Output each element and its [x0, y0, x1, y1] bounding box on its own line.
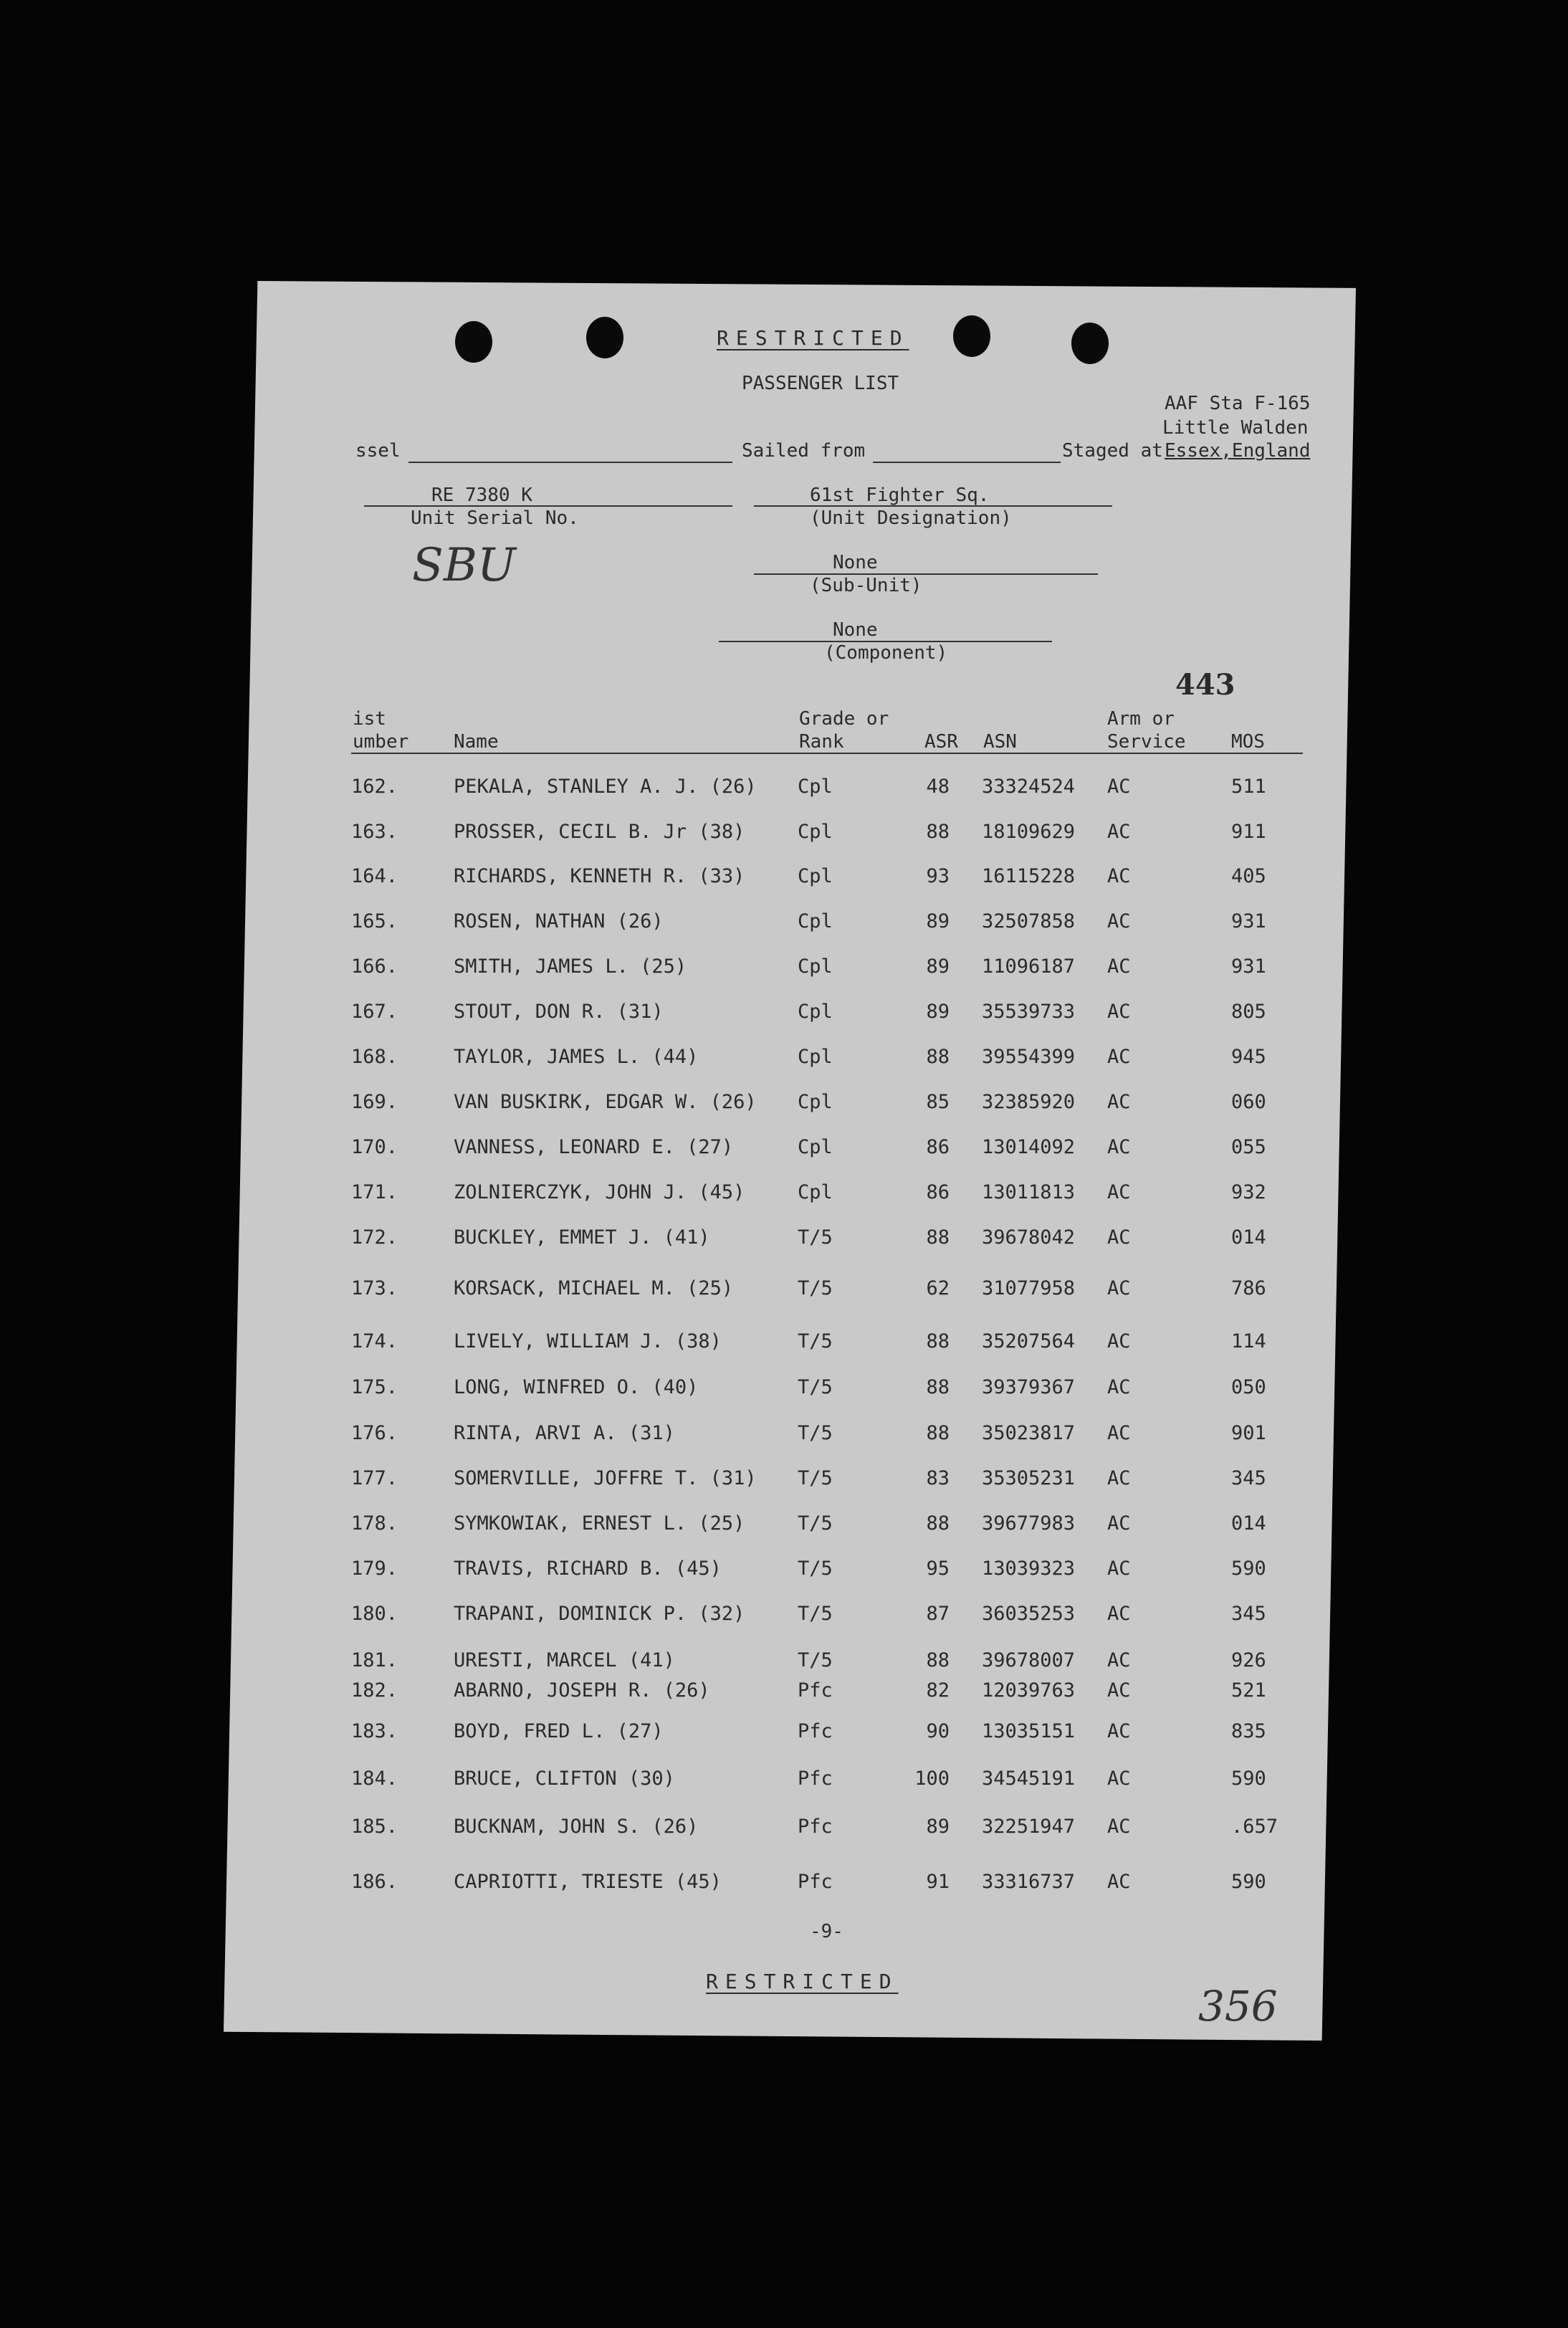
cell-grade: T/5	[798, 1422, 833, 1444]
table-row	[0, 1136, 1568, 1165]
cell-arm: AC	[1107, 1136, 1131, 1158]
table-row	[0, 1376, 1568, 1405]
cell-asr: 85	[926, 1091, 950, 1113]
col-arm-l2: Service	[1107, 731, 1186, 753]
cell-mos: 511	[1231, 776, 1266, 798]
cell-mos: 114	[1231, 1330, 1266, 1353]
cell-arm: AC	[1107, 1603, 1131, 1625]
table-row	[0, 1226, 1568, 1255]
cell-asr: 89	[926, 910, 950, 932]
cell-mos: 405	[1231, 865, 1266, 887]
cell-name: SOMERVILLE, JOFFRE T. (31)	[454, 1467, 757, 1489]
cell-num: 169.	[351, 1091, 398, 1113]
cell-asr: 89	[926, 1001, 950, 1023]
cell-asn: 35305231	[982, 1467, 1076, 1489]
cell-asr: 91	[926, 1871, 950, 1893]
cell-arm: AC	[1107, 1512, 1131, 1535]
cell-mos: 931	[1231, 955, 1266, 978]
table-row	[0, 1871, 1568, 1899]
cell-asn: 39379367	[982, 1376, 1076, 1398]
table-row	[0, 910, 1568, 939]
cell-mos: 835	[1231, 1720, 1266, 1742]
cell-asn: 34545191	[982, 1768, 1076, 1790]
cell-num: 166.	[351, 955, 398, 978]
component-label: (Component)	[824, 642, 948, 664]
cell-mos: 945	[1231, 1046, 1266, 1068]
handwritten-code: SBU	[412, 539, 516, 592]
cell-mos: 345	[1231, 1603, 1266, 1625]
cell-asr: 83	[926, 1467, 950, 1489]
unit-designation-value: 61st Fighter Sq.	[810, 485, 990, 506]
cell-mos: 901	[1231, 1422, 1266, 1444]
handwritten-folio: 356	[1198, 1982, 1278, 2031]
cell-asn: 16115228	[982, 865, 1076, 887]
col-name: Name	[454, 731, 499, 753]
table-row	[0, 1330, 1568, 1359]
cell-num: 168.	[351, 1046, 398, 1068]
table-row	[0, 776, 1568, 804]
cell-num: 172.	[351, 1226, 398, 1249]
cell-name: RICHARDS, KENNETH R. (33)	[454, 865, 745, 887]
cell-asn: 39678007	[982, 1649, 1076, 1671]
cell-grade: Pfc	[798, 1768, 833, 1790]
cell-num: 180.	[351, 1603, 398, 1625]
cell-asn: 39554399	[982, 1046, 1076, 1068]
cell-arm: AC	[1107, 1277, 1131, 1299]
cell-arm: AC	[1107, 1046, 1131, 1068]
cell-asr: 48	[926, 776, 950, 798]
cell-grade: Cpl	[798, 910, 833, 932]
cell-asr: 86	[926, 1181, 950, 1203]
cell-mos: .657	[1231, 1816, 1278, 1838]
cell-name: BUCKNAM, JOHN S. (26)	[454, 1816, 699, 1838]
cell-mos: 521	[1231, 1679, 1266, 1702]
cell-mos: 345	[1231, 1467, 1266, 1489]
cell-mos: 786	[1231, 1277, 1266, 1299]
vessel-label: ssel	[355, 440, 401, 462]
cell-num: 165.	[351, 910, 398, 932]
cell-asr: 88	[926, 1330, 950, 1353]
cell-arm: AC	[1107, 1330, 1131, 1353]
cell-name: LONG, WINFRED O. (40)	[454, 1376, 699, 1398]
table-row	[0, 1091, 1568, 1120]
cell-grade: Cpl	[798, 1046, 833, 1068]
cell-name: SYMKOWIAK, ERNEST L. (25)	[454, 1512, 745, 1535]
table-row	[0, 1467, 1568, 1496]
cell-num: 164.	[351, 865, 398, 887]
cell-grade: T/5	[798, 1649, 833, 1671]
cell-name: PEKALA, STANLEY A. J. (26)	[454, 776, 757, 798]
cell-num: 162.	[351, 776, 398, 798]
col-list-number-l2: umber	[353, 731, 409, 753]
cell-mos: 055	[1231, 1136, 1266, 1158]
table-row	[0, 1277, 1568, 1306]
cell-name: PROSSER, CECIL B. Jr (38)	[454, 821, 745, 843]
cell-asn: 33316737	[982, 1871, 1076, 1893]
cell-name: BOYD, FRED L. (27)	[454, 1720, 664, 1742]
box-number: 443	[1175, 668, 1235, 702]
cell-asr: 88	[926, 1512, 950, 1535]
cell-mos: 931	[1231, 910, 1266, 932]
cell-mos: 014	[1231, 1512, 1266, 1535]
cell-asn: 11096187	[982, 955, 1076, 978]
cell-grade: Cpl	[798, 865, 833, 887]
cell-grade: T/5	[798, 1330, 833, 1353]
cell-name: URESTI, MARCEL (41)	[454, 1649, 675, 1671]
cell-asr: 88	[926, 1649, 950, 1671]
cell-mos: 014	[1231, 1226, 1266, 1249]
cell-arm: AC	[1107, 1679, 1131, 1702]
cell-mos: 932	[1231, 1181, 1266, 1203]
cell-mos: 911	[1231, 821, 1266, 843]
cell-grade: T/5	[798, 1512, 833, 1535]
cell-arm: AC	[1107, 1649, 1131, 1671]
cell-grade: Pfc	[798, 1871, 833, 1893]
cell-num: 176.	[351, 1422, 398, 1444]
cell-asr: 89	[926, 1816, 950, 1838]
cell-asn: 33324524	[982, 776, 1076, 798]
cell-grade: Cpl	[798, 1001, 833, 1023]
table-row	[0, 1001, 1568, 1029]
table-row	[0, 1768, 1568, 1796]
table-row	[0, 1181, 1568, 1210]
cell-mos: 590	[1231, 1871, 1266, 1893]
table-row	[0, 955, 1568, 984]
cell-name: STOUT, DON R. (31)	[454, 1001, 664, 1023]
cell-asr: 88	[926, 821, 950, 843]
cell-asr: 88	[926, 1422, 950, 1444]
cell-grade: T/5	[798, 1603, 833, 1625]
staged-at-value: Essex,England	[1165, 440, 1311, 462]
cell-asn: 35023817	[982, 1422, 1076, 1444]
cell-arm: AC	[1107, 1091, 1131, 1113]
table-row	[0, 1512, 1568, 1541]
cell-grade: Pfc	[798, 1679, 833, 1702]
cell-grade: Cpl	[798, 776, 833, 798]
cell-asn: 13035151	[982, 1720, 1076, 1742]
cell-asn: 13014092	[982, 1136, 1076, 1158]
cell-num: 185.	[351, 1816, 398, 1838]
cell-num: 181.	[351, 1649, 398, 1671]
cell-num: 183.	[351, 1720, 398, 1742]
cell-num: 182.	[351, 1679, 398, 1702]
cell-name: CAPRIOTTI, TRIESTE (45)	[454, 1871, 722, 1893]
table-row	[0, 865, 1568, 894]
cell-asr: 90	[926, 1720, 950, 1742]
cell-arm: AC	[1107, 821, 1131, 843]
cell-grade: T/5	[798, 1277, 833, 1299]
cell-grade: Pfc	[798, 1720, 833, 1742]
cell-asr: 100	[914, 1768, 950, 1790]
cell-arm: AC	[1107, 1467, 1131, 1489]
table-row	[0, 1046, 1568, 1074]
cell-asn: 35207564	[982, 1330, 1076, 1353]
table-row	[0, 1557, 1568, 1586]
sub-unit-label: (Sub-Unit)	[810, 575, 922, 596]
cell-grade: T/5	[798, 1226, 833, 1249]
table-row	[0, 1816, 1568, 1844]
cell-num: 170.	[351, 1136, 398, 1158]
cell-asn: 13011813	[982, 1181, 1076, 1203]
col-asr: ASR	[924, 731, 958, 753]
cell-mos: 926	[1231, 1649, 1266, 1671]
table-row	[0, 821, 1568, 849]
cell-grade: T/5	[798, 1557, 833, 1580]
table-row	[0, 1679, 1568, 1708]
cell-arm: AC	[1107, 1816, 1131, 1838]
cell-num: 174.	[351, 1330, 398, 1353]
cell-num: 175.	[351, 1376, 398, 1398]
col-list-number-l1: ist	[353, 708, 386, 730]
cell-arm: AC	[1107, 865, 1131, 887]
document-title: PASSENGER LIST	[742, 373, 899, 394]
station-line-1: AAF Sta F-165	[1165, 393, 1311, 414]
cell-arm: AC	[1107, 910, 1131, 932]
cell-name: BRUCE, CLIFTON (30)	[454, 1768, 675, 1790]
cell-grade: Cpl	[798, 1136, 833, 1158]
cell-mos: 060	[1231, 1091, 1266, 1113]
cell-asr: 86	[926, 1136, 950, 1158]
cell-num: 171.	[351, 1181, 398, 1203]
cell-name: TRAVIS, RICHARD B. (45)	[454, 1557, 722, 1580]
cell-grade: T/5	[798, 1376, 833, 1398]
table-row	[0, 1720, 1568, 1749]
cell-num: 179.	[351, 1557, 398, 1580]
cell-mos: 590	[1231, 1768, 1266, 1790]
cell-grade: Pfc	[798, 1816, 833, 1838]
cell-asn: 36035253	[982, 1603, 1076, 1625]
unit-serial-value: RE 7380 K	[431, 485, 532, 506]
cell-num: 163.	[351, 821, 398, 843]
cell-arm: AC	[1107, 955, 1131, 978]
cell-arm: AC	[1107, 1422, 1131, 1444]
cell-asn: 18109629	[982, 821, 1076, 843]
cell-arm: AC	[1107, 1557, 1131, 1580]
cell-asn: 31077958	[982, 1277, 1076, 1299]
cell-name: ZOLNIERCZYK, JOHN J. (45)	[454, 1181, 745, 1203]
col-grade-l1: Grade or	[799, 708, 889, 730]
cell-num: 177.	[351, 1467, 398, 1489]
cell-asr: 88	[926, 1376, 950, 1398]
cell-name: ABARNO, JOSEPH R. (26)	[454, 1679, 710, 1702]
cell-mos: 590	[1231, 1557, 1266, 1580]
cell-asn: 32507858	[982, 910, 1076, 932]
cell-arm: AC	[1107, 1720, 1131, 1742]
cell-num: 173.	[351, 1277, 398, 1299]
cell-name: KORSACK, MICHAEL M. (25)	[454, 1277, 734, 1299]
cell-asr: 89	[926, 955, 950, 978]
cell-arm: AC	[1107, 1871, 1131, 1893]
cell-asn: 39677983	[982, 1512, 1076, 1535]
cell-num: 178.	[351, 1512, 398, 1535]
cell-num: 167.	[351, 1001, 398, 1023]
cell-asr: 82	[926, 1679, 950, 1702]
restricted-header: RESTRICTED	[717, 326, 909, 350]
col-asn: ASN	[983, 731, 1017, 753]
cell-name: LIVELY, WILLIAM J. (38)	[454, 1330, 722, 1353]
cell-asn: 13039323	[982, 1557, 1076, 1580]
cell-asr: 87	[926, 1603, 950, 1625]
cell-name: BUCKLEY, EMMET J. (41)	[454, 1226, 710, 1249]
component-value: None	[833, 619, 878, 641]
cell-arm: AC	[1107, 1181, 1131, 1203]
restricted-footer: RESTRICTED	[706, 1970, 899, 1993]
cell-mos: 805	[1231, 1001, 1266, 1023]
cell-name: VAN BUSKIRK, EDGAR W. (26)	[454, 1091, 757, 1113]
table-row	[0, 1649, 1568, 1678]
cell-grade: Cpl	[798, 955, 833, 978]
cell-arm: AC	[1107, 1768, 1131, 1790]
cell-asr: 95	[926, 1557, 950, 1580]
cell-arm: AC	[1107, 776, 1131, 798]
unit-designation-label: (Unit Designation)	[810, 507, 1012, 529]
cell-name: ROSEN, NATHAN (26)	[454, 910, 664, 932]
cell-num: 184.	[351, 1768, 398, 1790]
cell-grade: Cpl	[798, 1091, 833, 1113]
cell-asn: 35539733	[982, 1001, 1076, 1023]
cell-name: VANNESS, LEONARD E. (27)	[454, 1136, 734, 1158]
cell-arm: AC	[1107, 1226, 1131, 1249]
col-grade-l2: Rank	[799, 731, 844, 753]
cell-asn: 32251947	[982, 1816, 1076, 1838]
sub-unit-value: None	[833, 552, 878, 573]
cell-mos: 050	[1231, 1376, 1266, 1398]
cell-asn: 32385920	[982, 1091, 1076, 1113]
cell-grade: Cpl	[798, 821, 833, 843]
cell-asn: 39678042	[982, 1226, 1076, 1249]
cell-name: RINTA, ARVI A. (31)	[454, 1422, 675, 1444]
cell-asr: 62	[926, 1277, 950, 1299]
cell-grade: Cpl	[798, 1181, 833, 1203]
cell-name: SMITH, JAMES L. (25)	[454, 955, 687, 978]
cell-asr: 93	[926, 865, 950, 887]
cell-name: TAYLOR, JAMES L. (44)	[454, 1046, 699, 1068]
cell-num: 186.	[351, 1871, 398, 1893]
unit-serial-label: Unit Serial No.	[411, 507, 579, 529]
page-number: -9-	[810, 1921, 843, 1942]
cell-asn: 12039763	[982, 1679, 1076, 1702]
cell-arm: AC	[1107, 1376, 1131, 1398]
station-line-2: Little Walden	[1162, 417, 1309, 439]
cell-grade: T/5	[798, 1467, 833, 1489]
sailed-from-label: Sailed from	[742, 440, 866, 462]
table-row	[0, 1422, 1568, 1451]
cell-arm: AC	[1107, 1001, 1131, 1023]
table-row	[0, 1603, 1568, 1631]
cell-asr: 88	[926, 1226, 950, 1249]
cell-name: TRAPANI, DOMINICK P. (32)	[454, 1603, 745, 1625]
col-mos: MOS	[1231, 731, 1265, 753]
cell-asr: 88	[926, 1046, 950, 1068]
staged-at-label: Staged at	[1062, 440, 1163, 462]
col-arm-l1: Arm or	[1107, 708, 1175, 730]
